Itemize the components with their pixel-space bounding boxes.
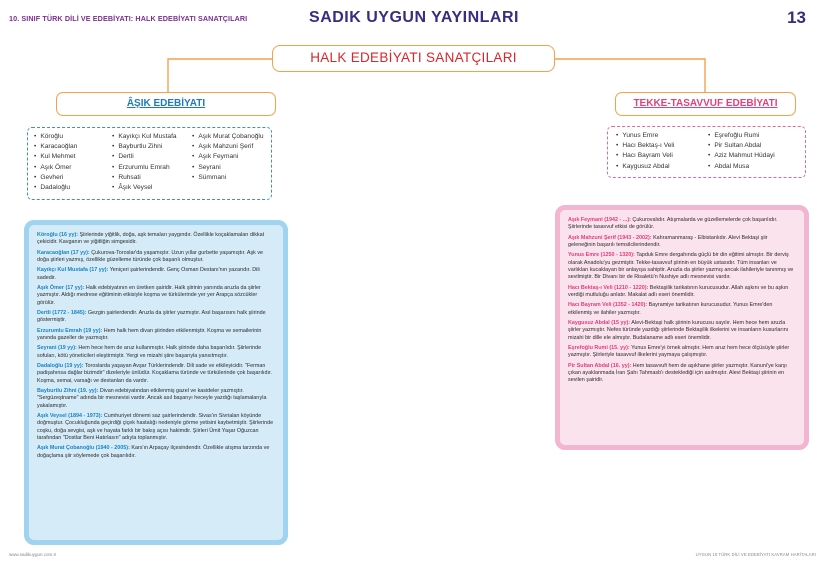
- poet-name: Aşık Murat Çobanoğlu (1940 - 2005):: [37, 445, 130, 452]
- poet-name: Bayburtlu Zihni (19. yy):: [37, 388, 99, 395]
- list-item: • Kayıkçı Kul Mustafa: [112, 132, 177, 142]
- poet-name: Aşık Veysel (1894 - 1973):: [37, 413, 103, 420]
- footer-website: www.sadikuygun.com.tr: [9, 552, 57, 557]
- poet-name: Hacı Bektaş-ı Veli (1210 - 1220):: [568, 284, 649, 291]
- poet-name: Köroğlu (16 yy):: [37, 232, 79, 238]
- poet-name: Karacaoğlan (17 yy):: [37, 249, 90, 256]
- poet-name: Hacı Bayram Veli (1352 - 1420):: [568, 302, 648, 309]
- asik-column-2: [112, 132, 177, 193]
- poet-name: Kaygusuz Abdal (15 yy):: [568, 320, 631, 327]
- poet-paragraph: [568, 302, 796, 317]
- asik-poets-list: [27, 127, 272, 200]
- list-item: • Aşık Mahzuni Şerif: [192, 142, 264, 152]
- list-item: • Karacaoğlan: [34, 142, 77, 152]
- poet-description: Yunus Emre'yi örnek almıştır. Hem aruz hem hece ölçüsüyle şiirler yazmıştır. Şiirleriyle tasavvuf ilkelerini yaymaya çalışmıştır.: [568, 345, 790, 359]
- poet-description: Hem hece hem de aruz kullanmıştır. Halk şiirinde daha başarılıdır. Şiirlerinde sofuları, kötü yöneticileri eleştirmiştir. Yergi ve mizahi şiire başarıyla yansıtmıştır.: [37, 345, 262, 359]
- publisher-name: SADIK UYGUN YAYINLARI: [309, 9, 519, 26]
- poet-paragraph: [37, 363, 275, 385]
- list-item: • Dadaloğlu: [34, 183, 77, 193]
- header-subject: 10. SINIF TÜRK DİLİ VE EDEBİYATI: HALK EDEBİYATI SANATÇILARI: [9, 14, 248, 23]
- poet-description: Çukurovalıdır. Atışmalarda ve güzellemelerde çok başarılıdır. Şiirlerinde tasavvuf etkisi de görülür.: [568, 217, 778, 231]
- tekke-tasavvuf-title: TEKKE-TASAVVUF EDEBİYATI: [633, 98, 778, 109]
- poet-paragraph: [568, 235, 796, 250]
- tekke-details-panel: [555, 205, 809, 450]
- tekke-poets-list: [607, 126, 806, 178]
- poet-paragraph: [37, 250, 275, 265]
- list-item: • Âşık Veysel: [112, 183, 177, 193]
- poet-name: Dadaloğlu (19 yy):: [37, 363, 84, 370]
- poet-description: Tapduk Emre dergahında güçlü bir din eğitimi almıştır. Bir derviş olarak Anadolu'yu gezmiştir. Tekke-tasavvuf şiirinin en büyük ustasıdır. Tüm insanları ve varlıkları kucaklayan bir anlayışa sahiptir. Aruzla da şiirler yazmış ancak ilahileriyle tanınmış ve sevilmiştir. Bir Divanı bir de Risaletü'n Nushiye adlı mesnevisi vardır.: [568, 252, 794, 281]
- poet-name: Erzurumlu Emrah (19 yy):: [37, 327, 103, 334]
- poet-paragraph: [37, 232, 275, 247]
- list-item: • Kaygusuz Abdal: [616, 162, 674, 172]
- poet-paragraph: [37, 267, 275, 282]
- list-item: • Hacı Bektaş-ı Veli: [616, 141, 674, 151]
- list-item: • Bayburtlu Zihni: [112, 142, 177, 152]
- poet-paragraph: [37, 445, 275, 460]
- asik-column-3: [192, 132, 264, 183]
- list-item: • Hacı Bayram Veli: [616, 151, 674, 161]
- poet-name: Aşık Mahzuni Şerif (1943 - 2002):: [568, 234, 652, 241]
- poet-name: Pir Sultan Abdal (16. yy):: [568, 362, 632, 369]
- poet-name: Eşrefoğlu Rumi (15. yy):: [568, 345, 630, 352]
- poet-description: Kahramanmaraş - Elbistanlıdır. Alevi Bektaşi şiir geleneğinin başarılı temsilcilerindendir.: [568, 234, 768, 248]
- poet-description: Çukurova-Toroslar'da yaşamıştır. Uzun yıllar gurbette yaşamıştır. Aşk ve doğa şiirleri yazmış, özellikle güzelleme türünde çok başarılı olmuştur.: [37, 249, 264, 263]
- list-item: • Yunus Emre: [616, 131, 674, 141]
- poet-paragraph: [37, 285, 275, 307]
- poet-description: Alevi-Bektaşi halk şiirinin kurucusu sayılır. Hem hece hem aruzla şiirler yazmıştır. Nefes türünde yazdığı şiirlerinde Bektaşilik ilkelerini ve insanların kusurlarını mizahi bir dille ele almıştır. Budalaname adlı eseri önemlidir.: [568, 320, 789, 341]
- poet-paragraph: [568, 363, 796, 385]
- tekke-column-2: [708, 131, 775, 172]
- asik-edebiyati-heading: [56, 92, 276, 116]
- list-item: • Aziz Mahmut Hüdayi: [708, 151, 775, 161]
- poet-description: Yeniçeri şairlerindendir. Genç Osman Destanı'nın yazarıdır. Dili sadedir.: [37, 267, 260, 281]
- poet-paragraph: [37, 310, 275, 325]
- poet-description: Kars'ın Arpaçay ilçesindendir. Özellikle atışma tarzında ve doğaçlama şiir söylemede çok başarılıdır.: [37, 445, 270, 459]
- poet-description: Hem halk hem divan şiirinden etkilenmiştir. Koşma ve semailerinin yanında gazeller de yazmıştır.: [37, 327, 262, 342]
- poet-description: Halk edebiyatının en üretken şairidir. Halk şiirinin yanında aruzla da şiirler yazmıştır. Aldığı medrese eğitiminin etkisiyle koşma ve türkülerinde yer yer Arapça sözcükler görülür.: [37, 285, 261, 306]
- asik-details-panel: [24, 220, 288, 545]
- list-item: • Aşık Murat Çobanoğlu: [192, 132, 264, 142]
- list-item: • Ruhsati: [112, 173, 177, 183]
- poet-paragraph: [37, 413, 275, 442]
- poet-description: Hem tasavvufi hem de aşıkhane şiirler yazmıştır. Kanuni'ye karşı çıkan ayaklanmada İran Şahı Tahmasb'ı desteklediği için asılmıştır. Alevi Bektaşi şiirinin en sevilen şairidir.: [568, 362, 787, 384]
- list-item: • Erzurumlu Emrah: [112, 163, 177, 173]
- main-title: HALK EDEBİYATI SANATÇILARI: [272, 45, 555, 72]
- list-item: • Dertli: [112, 152, 177, 162]
- poet-description: Divan edebiyatından etkilenmiş gazel ve kasideler yazmıştır. "Sergüzeştname" adında bir mesnevisi vardır. Ancak asıl başarıyı heceyle yazdığı taşlamalarıyla yakalamıştır.: [37, 388, 267, 409]
- poet-paragraph: [37, 345, 275, 360]
- poet-description: Toroslarda yaşayan Avşar Türklerindendir. Dili sade ve etkileyicidir. "Ferman padişahınsa dağlar bizimdir" dizeleriyle ünlüdür. Koçaklama türünde ve türkülerinde çok başarılıdır. Koşma, semai, varsağı ve destanları da vardır.: [37, 363, 273, 384]
- tekke-tasavvuf-heading: [615, 92, 796, 116]
- footer-book-title: UYGUN 10 TÜRK DİLİ VE EDEBİYATI KAVRAM HARİTALARI: [695, 552, 816, 557]
- list-item: • Eşrefoğlu Rumi: [708, 131, 775, 141]
- list-item: • Köroğlu: [34, 132, 77, 142]
- poet-paragraph: [37, 388, 275, 410]
- list-item: • Sümmani: [192, 173, 264, 183]
- asik-edebiyati-title: ÂŞIK EDEBİYATI: [126, 98, 206, 109]
- poet-paragraph: [568, 345, 796, 360]
- page-number: 13: [787, 8, 806, 27]
- list-item: • Gevheri: [34, 173, 77, 183]
- poet-name: Dertli (1772 - 1845):: [37, 310, 87, 317]
- poet-paragraph: [568, 252, 796, 281]
- poet-name: Yunus Emre (1250 - 1320):: [568, 252, 635, 259]
- poet-name: Seyrani (19 yy):: [37, 345, 77, 352]
- poet-name: Aşık Feymani (1942 - ...):: [568, 217, 631, 223]
- list-item: • Abdal Musa: [708, 162, 775, 172]
- tekke-column-1: [616, 131, 674, 172]
- poet-description: Bektaşilik tarikatının kurucusudur. Allah aşkını ve bu aşkın verdiği mutluluğu anlatır. Makalat adlı eseri önemlidir.: [568, 284, 789, 298]
- poet-paragraph: [37, 328, 275, 343]
- poet-description: Gezgin şairlerdendir. Aruzla da şiirler yazmıştır. Asıl başarısını halk şiirinde göstermiştir.: [37, 310, 266, 324]
- poet-description: Şiirlerinde yiğitlik, doğa, aşk temaları yaygındır. Özellikle koçaklamaları dikkat çekicidir. Kavganın ve yiğitliğin simgesidir.: [37, 232, 265, 246]
- poet-paragraph: [568, 320, 796, 342]
- list-item: • Aşık Ömer: [34, 163, 77, 173]
- list-item: • Kul Mehmet: [34, 152, 77, 162]
- poet-paragraph: [568, 285, 796, 300]
- list-item: • Pir Sultan Abdal: [708, 141, 775, 151]
- poet-description: Cumhuriyet dönemi saz şairlerindendir. Sivas'ın Sivrialan köyünde doğmuştur. Çocukluğunda geçirdiği çiçek hastalığı nedeniyle görme yetisini kaybetmiştir. Şiirlerinde coşku, doğa sevgisi, aşk ve hayata farklı bir bakış açısı hakimdir. Şiirleri Ümit Yaşar Oğuzcan tarafından "Dostlar Beni Hatırlasın" adıyla toplanmıştır.: [37, 413, 274, 441]
- poet-name: Aşık Ömer (17 yy):: [37, 285, 85, 292]
- poet-name: Kayıkçı Kul Mustafa (17 yy):: [37, 267, 109, 274]
- poet-paragraph: [568, 217, 796, 232]
- asik-column-1: [34, 132, 77, 193]
- poet-description: Bayramiye tarikatının kurucusudur. Yunus Emre'den etkilenmiş ve ilahiler yazmıştır.: [568, 302, 773, 316]
- list-item: • Aşık Feymani: [192, 152, 264, 162]
- list-item: • Seyrani: [192, 163, 264, 173]
